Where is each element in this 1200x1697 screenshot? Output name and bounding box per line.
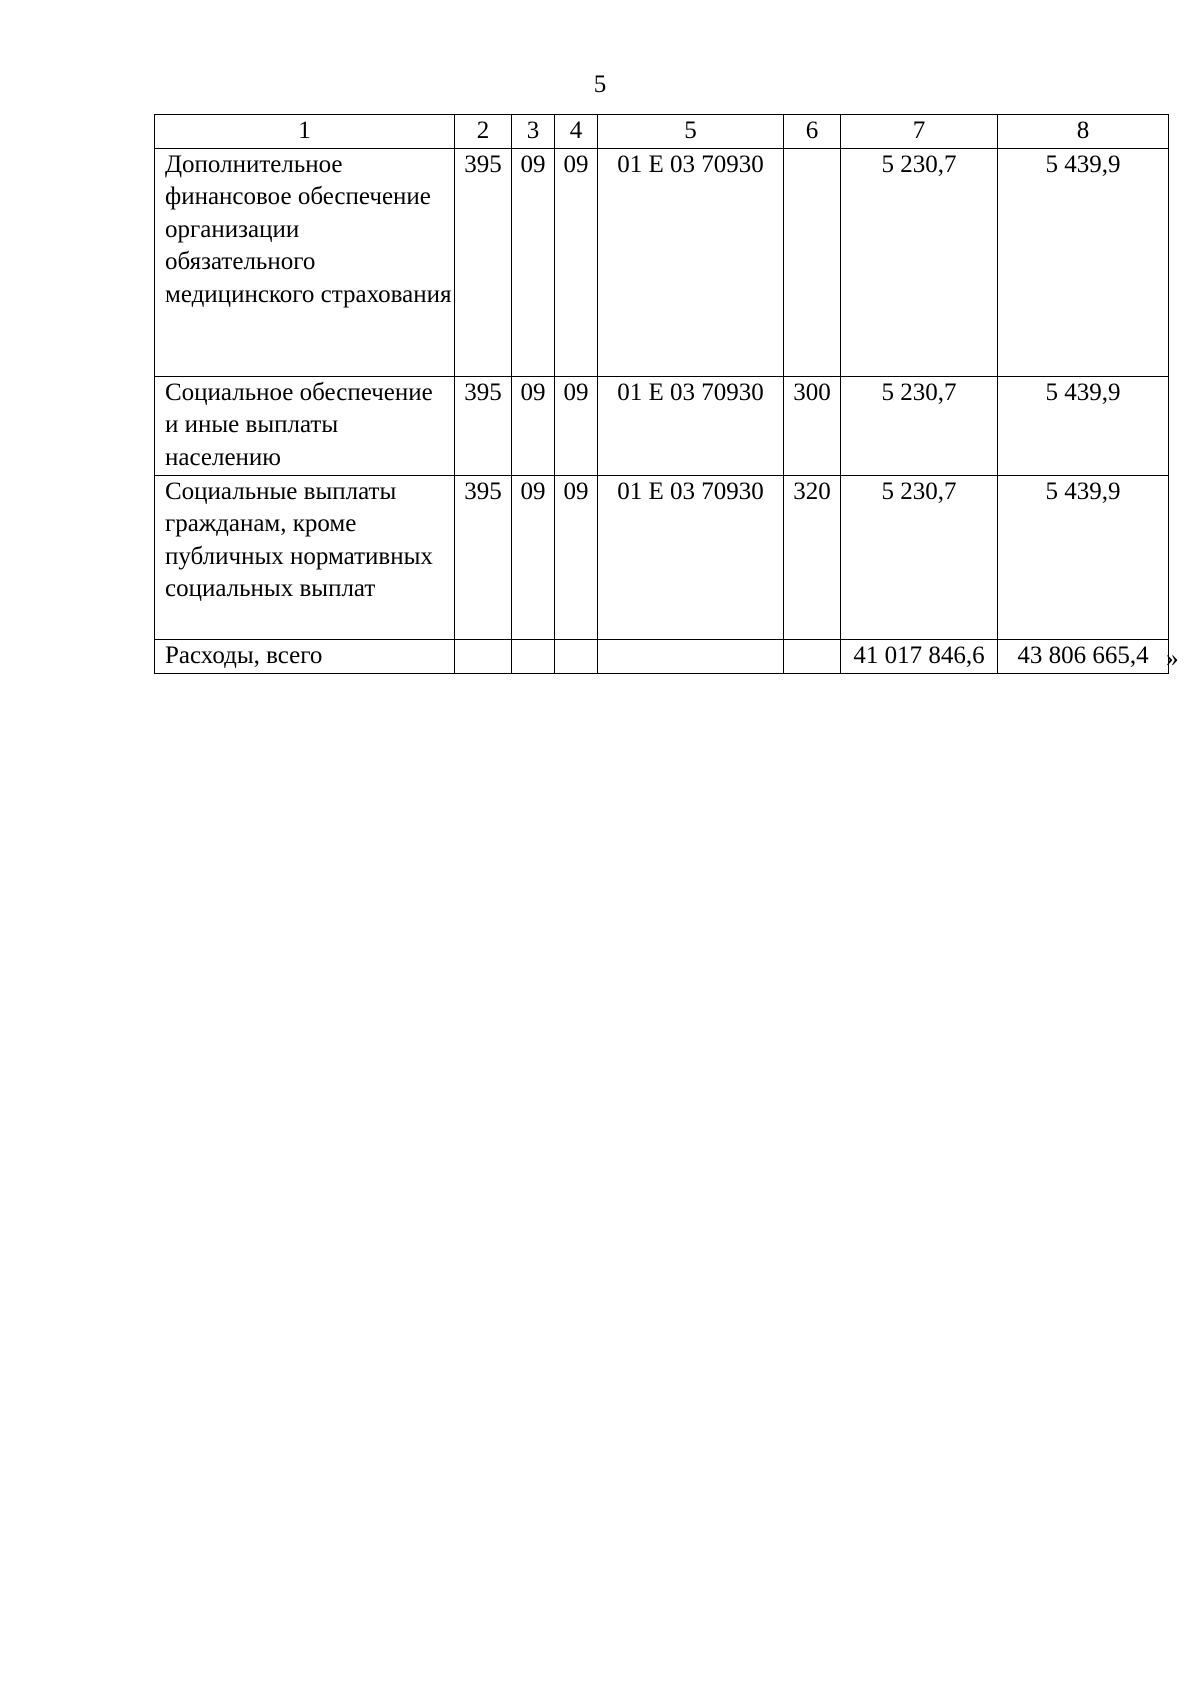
- header-cell: 4: [555, 115, 598, 149]
- cell-expense-type: [784, 639, 841, 673]
- cell-section: 09: [512, 475, 555, 639]
- header-cell: 8: [998, 115, 1169, 149]
- cell-total-col8: 43 806 665,4: [998, 639, 1169, 673]
- cell-target-article: [598, 639, 784, 673]
- page-number: 5: [593, 71, 607, 98]
- cell-subsection: 09: [555, 148, 598, 376]
- cell-admin-code: 395: [455, 376, 512, 475]
- cell-amount-col8: 5 439,9: [998, 475, 1169, 639]
- cell-expense-type: 320: [784, 475, 841, 639]
- cell-total-col7: 41 017 846,6: [841, 639, 998, 673]
- cell-admin-code: [455, 639, 512, 673]
- cell-target-article: 01 Е 03 70930: [598, 148, 784, 376]
- cell-admin-code: 395: [455, 148, 512, 376]
- row-name: Социальное обеспечение и иные выплаты населению: [155, 376, 455, 475]
- table-header-row: [155, 115, 1169, 149]
- cell-amount-col8: 5 439,9: [998, 376, 1169, 475]
- table-row: [155, 376, 1169, 475]
- cell-amount-col8: 5 439,9: [998, 148, 1169, 376]
- cell-target-article: 01 Е 03 70930: [598, 376, 784, 475]
- cell-section: [512, 639, 555, 673]
- header-cell: 3: [512, 115, 555, 149]
- header-cell: 1: [155, 115, 455, 149]
- row-name: Социальные выплаты гражданам, кроме публичных нормативных социальных выплат: [155, 475, 455, 639]
- cell-amount-col7: 5 230,7: [841, 475, 998, 639]
- table-row: [155, 148, 1169, 376]
- cell-admin-code: 395: [455, 475, 512, 639]
- header-cell: 6: [784, 115, 841, 149]
- cell-expense-type: [784, 148, 841, 376]
- cell-section: 09: [512, 148, 555, 376]
- cell-section: 09: [512, 376, 555, 475]
- budget-table: [154, 114, 1169, 674]
- cell-target-article: 01 Е 03 70930: [598, 475, 784, 639]
- cell-subsection: 09: [555, 475, 598, 639]
- table-row-total: [155, 639, 1169, 673]
- cell-subsection: [555, 639, 598, 673]
- cell-subsection: 09: [555, 376, 598, 475]
- cell-amount-col7: 5 230,7: [841, 376, 998, 475]
- table-row: [155, 475, 1169, 639]
- header-cell: 2: [455, 115, 512, 149]
- row-name: Расходы, всего: [155, 639, 455, 673]
- row-name: Дополнительное финансовое обеспечение организации обязательного медицинского страхования: [155, 148, 455, 376]
- cell-amount-col7: 5 230,7: [841, 148, 998, 376]
- header-cell: 5: [598, 115, 784, 149]
- closing-quote: »: [1166, 645, 1179, 672]
- cell-expense-type: 300: [784, 376, 841, 475]
- header-cell: 7: [841, 115, 998, 149]
